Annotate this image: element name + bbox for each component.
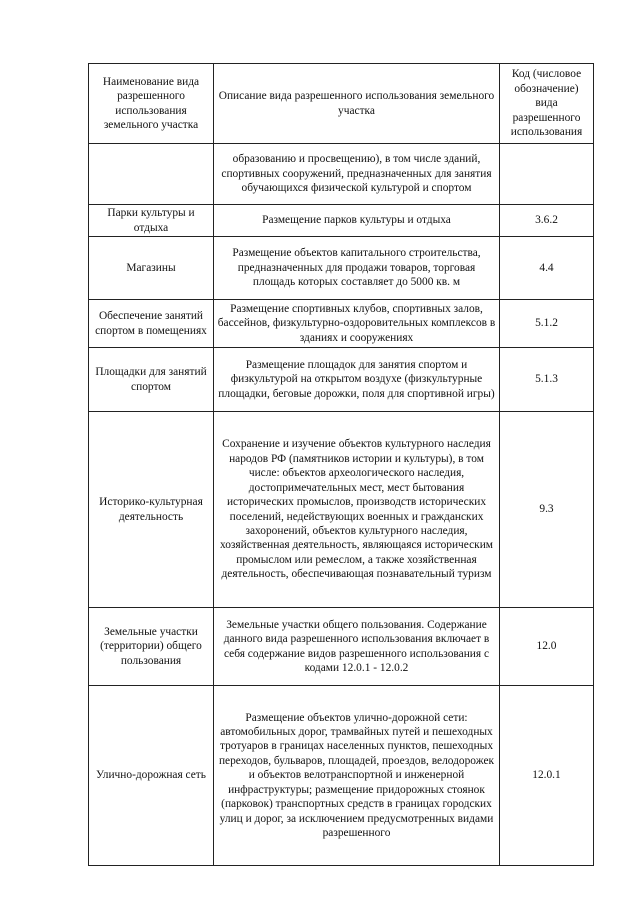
table-row [89, 205, 594, 237]
header-name: Наименование вида разрешенного использования земельного участка [89, 64, 214, 144]
row-description: Размещение объектов улично-дорожной сети: автомобильных дорог, трамвайных путей и пешеходных тротуаров в границах населенных пунктов, пешеходных переходов, бульваров, площадей, проездов, велодорожек и объектов велотранспортной и инженерной инфраструктуры; размещение придорожных стоянок (парковок) транспортных средств в границах городских улиц и дорог, за исключением предусмотренных видами разрешенного [214, 686, 500, 866]
row-name: Земельные участки (территории) общего пользования [89, 608, 214, 686]
row-name: Улично-дорожная сеть [89, 686, 214, 866]
row-code: 4.4 [500, 237, 594, 300]
table-row [89, 300, 594, 348]
row-name: Историко-культурная деятельность [89, 412, 214, 608]
row-description: образованию и просвещению), в том числе зданий, спортивных сооружений, предназначенных для занятия обучающихся физической культурой и спортом [214, 144, 500, 205]
row-code: 12.0.1 [500, 686, 594, 866]
row-code [500, 144, 594, 205]
table-header-row [89, 64, 594, 144]
row-code: 5.1.3 [500, 348, 594, 412]
row-name: Площадки для занятий спортом [89, 348, 214, 412]
table-row [89, 144, 594, 205]
row-description: Земельные участки общего пользования. Содержание данного вида разрешенного использования включает в себя содержание видов разрешенного использования с кодами 12.0.1 - 12.0.2 [214, 608, 500, 686]
header-code: Код (числовое обозначение) вида разрешенного использования [500, 64, 594, 144]
row-code: 9.3 [500, 412, 594, 608]
row-name: Обеспечение занятий спортом в помещениях [89, 300, 214, 348]
row-name [89, 144, 214, 205]
table-row [89, 608, 594, 686]
row-description: Размещение объектов капитального строительства, предназначенных для продажи товаров, торговая площадь которых составляет до 5000 кв. м [214, 237, 500, 300]
row-description: Размещение парков культуры и отдыха [214, 205, 500, 237]
row-description: Размещение площадок для занятия спортом и физкультурой на открытом воздухе (физкультурные площадки, беговые дорожки, поля для спортивной игры) [214, 348, 500, 412]
row-description: Сохранение и изучение объектов культурного наследия народов РФ (памятников истории и культуры), в том числе: объектов археологического наследия, достопримечательных мест, мест бытования исторических промыслов, производств исторических поселений, недействующих военных и гражданских захоронений, объектов культурного наследия, хозяйственная деятельность, являющаяся историческим промыслом или ремеслом, а также хозяйственная деятельность, обеспечивающая познавательный туризм [214, 412, 500, 608]
row-code: 3.6.2 [500, 205, 594, 237]
table-row [89, 412, 594, 608]
header-description: Описание вида разрешенного использования земельного участка [214, 64, 500, 144]
land-use-table [88, 63, 594, 866]
row-name: Парки культуры и отдыха [89, 205, 214, 237]
row-code: 5.1.2 [500, 300, 594, 348]
row-description: Размещение спортивных клубов, спортивных залов, бассейнов, физкультурно-оздоровительных комплексов в зданиях и сооружениях [214, 300, 500, 348]
table-row [89, 237, 594, 300]
table-row [89, 686, 594, 866]
row-name: Магазины [89, 237, 214, 300]
row-code: 12.0 [500, 608, 594, 686]
table-row [89, 348, 594, 412]
